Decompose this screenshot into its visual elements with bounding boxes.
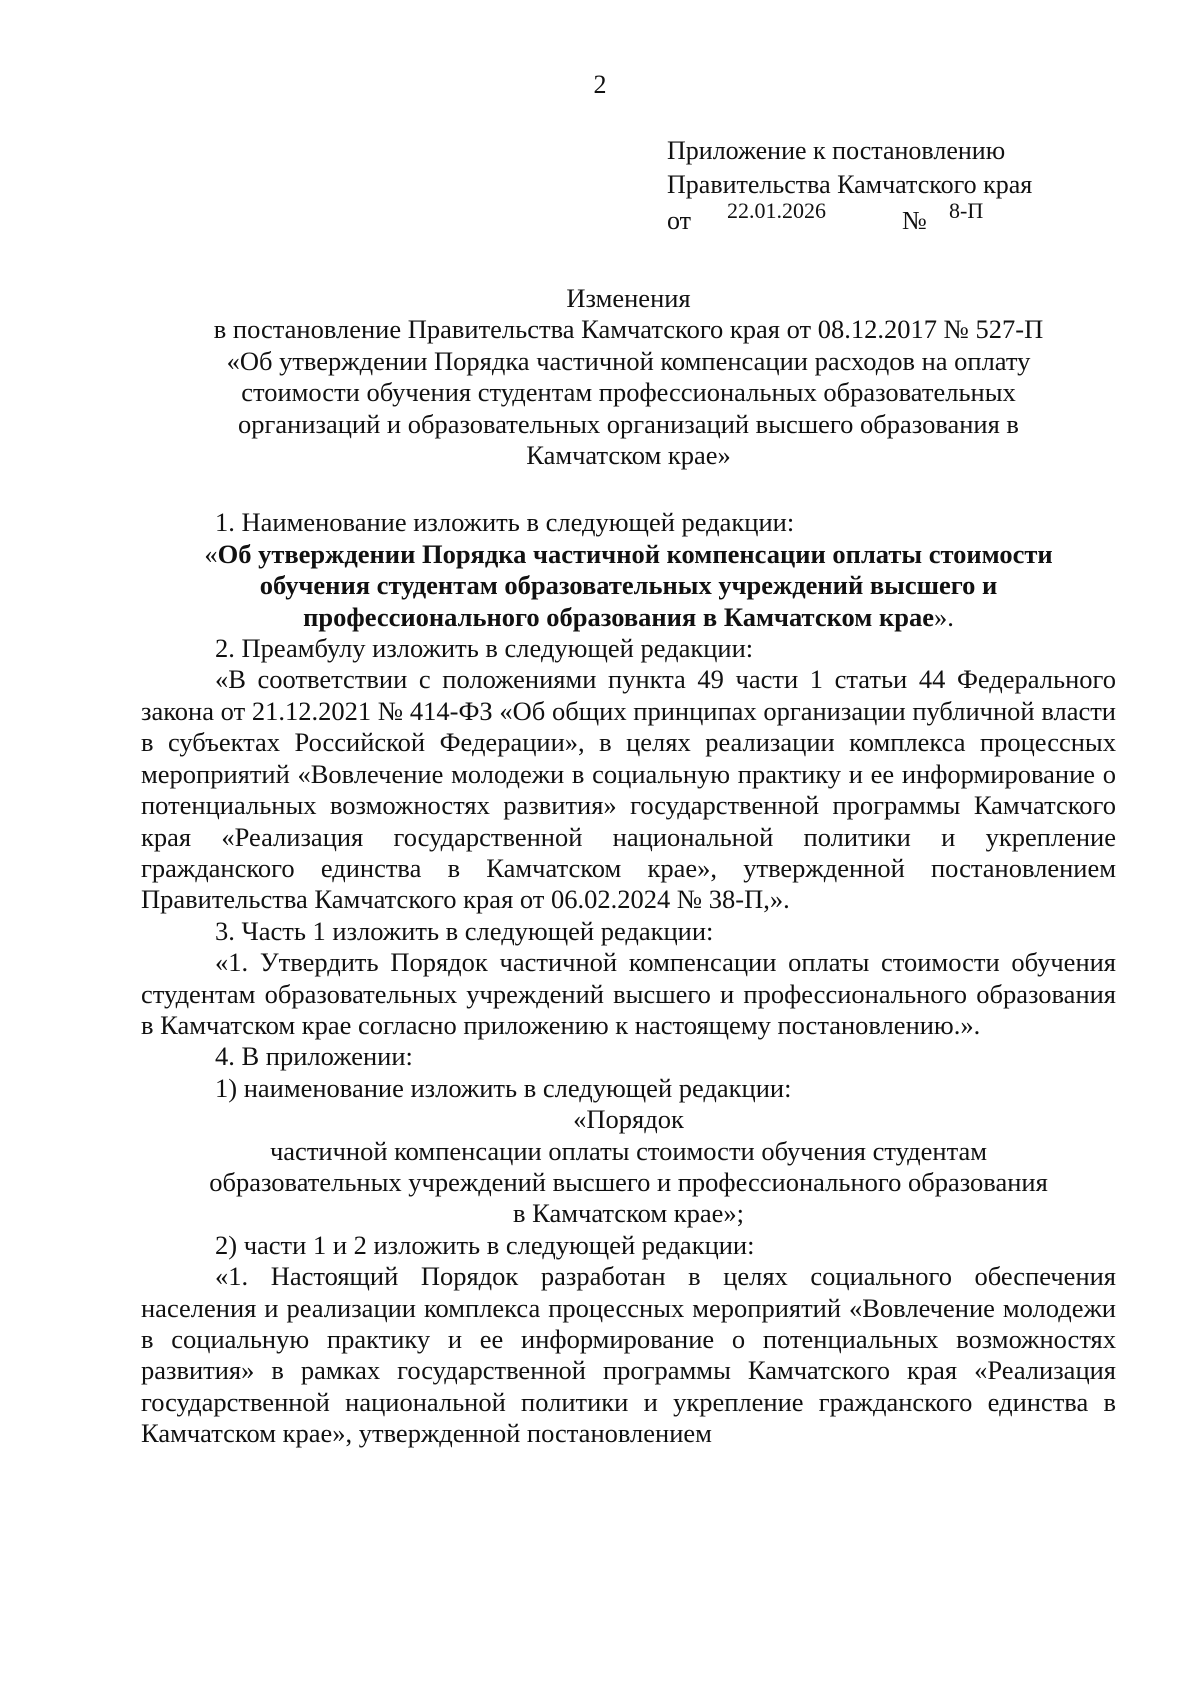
item-1-bold-1: Об утверждении Порядка частичной компенсации оплаты стоимости (217, 538, 1053, 569)
appendix-number: 8-П (949, 198, 984, 223)
item-1-bold-3: профессионального образования в Камчатском крае (303, 601, 934, 632)
appendix-block (667, 134, 1147, 236)
appendix-date-line (667, 198, 1147, 236)
appendix-ot: от (667, 206, 692, 235)
appendix-number-sign: № (902, 206, 927, 235)
title-line-2: «Об утверждении Порядка частичной компенсации расходов на оплату (226, 345, 1031, 376)
item-1: 1. Наименование изложить в следующей редакции: (215, 507, 795, 538)
order-title-3: образовательных учреждений высшего и профессионального образования (209, 1166, 1048, 1197)
title-line-5: Камчатском крае» (526, 440, 731, 471)
item-3-text: «1. Утвердить Порядок частичной компенсации оплаты стоимости обучения студентам образовательных учреждений высшего и профессионального образования в Камчатском крае согласно приложению к настоящему постановлению.». (141, 947, 1116, 1040)
appendix-date: 22.01.2026 (727, 198, 826, 223)
item-2-text: «В соответствии с положениями пункта 49 части 1 статьи 44 Федерального закона от 21.12.2021 № 414-ФЗ «Об общих принципах организации публичной власти в субъектах Российской Федерации», в целях реализации комплекса процессных мероприятий «Вовлечение молодежи в социальную практику и ее информирование о потенциальных возможностях развития» государственной программы Камчатского края «Реализация государственной национальной политики и укрепление гражданского единства в Камчатском крае», утвержденной постановлением Правительства Камчатского края от 06.02.2024 № 38-П,». (141, 664, 1116, 915)
item-4: 4. В приложении: (215, 1041, 413, 1072)
title-heading: Изменения (566, 283, 691, 313)
item-4-1: 1) наименование изложить в следующей редакции: (215, 1072, 792, 1103)
appendix-line-1: Приложение к постановлению (667, 136, 1006, 165)
item-1-bold-2: обучения студентам образовательных учреждений высшего и (259, 570, 998, 601)
item-3: 3. Часть 1 изложить в следующей редакции: (215, 915, 714, 946)
title-line-3: стоимости обучения студентам профессиональных образовательных (241, 377, 1016, 408)
appendix-line-2: Правительства Камчатского края (667, 170, 1033, 199)
page-number: 2 (593, 70, 607, 99)
item-1-new-name (141, 539, 1116, 633)
item-1-quote-close: ». (933, 601, 954, 632)
item-2: 2. Преамбулу изложить в следующей редакции: (215, 633, 754, 664)
document-content (141, 283, 1116, 1450)
title-line-1: в постановление Правительства Камчатского края от 08.12.2017 № 527-П (213, 314, 1044, 345)
title-line-4: организаций и образовательных организаций высшего образования в (238, 408, 1019, 439)
order-title-2: частичной компенсации оплаты стоимости обучения студентам (269, 1135, 988, 1166)
order-title-1: «Порядок (573, 1104, 684, 1135)
order-title-4: в Камчатском крае»; (513, 1198, 744, 1229)
item-4-2: 2) части 1 и 2 изложить в следующей редакции: (215, 1229, 755, 1260)
item-4-2-text: «1. Настоящий Порядок разработан в целях социального обеспечения населения и реализации комплекса процессных мероприятий «Вовлечение молодежи в социальную практику и ее информирование о потенциальных возможностях развития» в рамках государственной программы Камчатского края «Реализация государственной национальной политики и укрепление гражданского единства в Камчатском крае», утвержденной постановлением (141, 1261, 1116, 1449)
item-1-quote-open: « (204, 538, 218, 569)
